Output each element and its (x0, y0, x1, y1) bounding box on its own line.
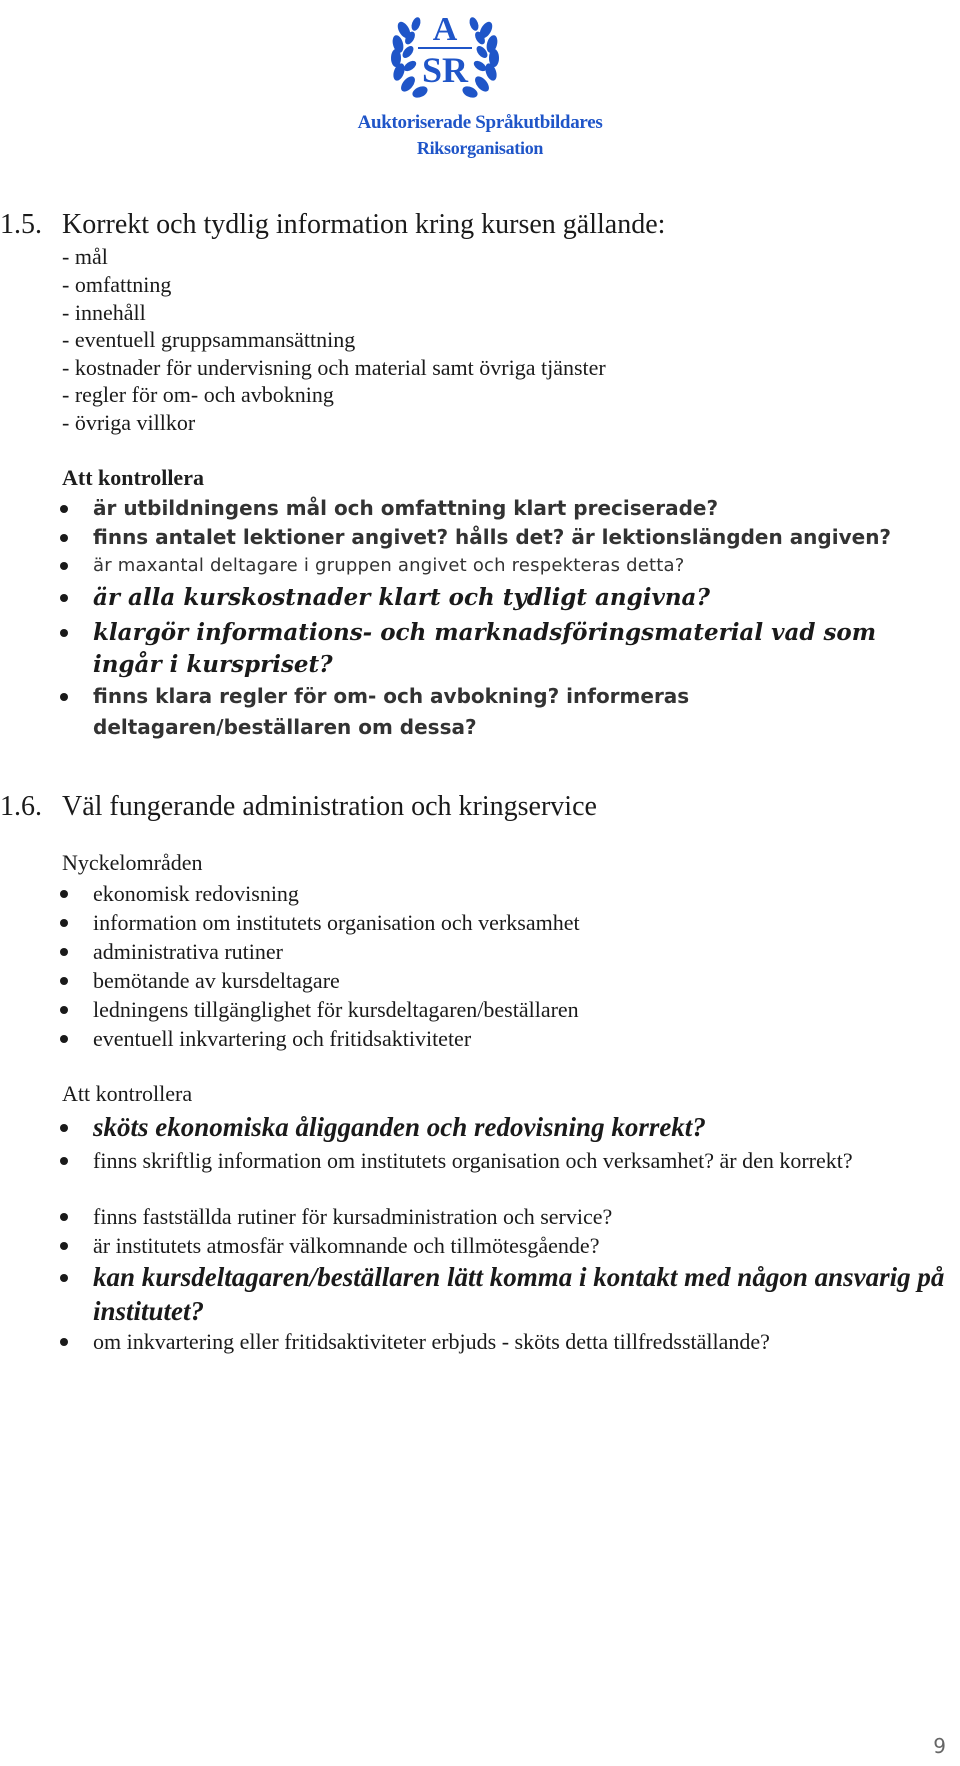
bullet-icon (60, 629, 68, 637)
bullet-icon (60, 948, 68, 956)
organization-logo (330, 0, 630, 175)
bullet-icon (60, 977, 68, 985)
check-item: finns fastställda rutiner för kursadministration och service? (60, 1202, 950, 1232)
check-item: klargör informations- och marknadsföringsmaterial vad som ingår i kurspriset? (60, 617, 950, 681)
bullet-icon (60, 1338, 68, 1346)
check-heading: Att kontrollera (62, 1081, 193, 1106)
section-1-5-heading (0, 208, 940, 242)
check-heading: Att kontrollera (62, 465, 204, 490)
svg-text:SR: SR (421, 50, 469, 90)
key-area-item: ekonomisk redovisning (60, 879, 950, 909)
list-item: - kostnader för undervisning och material samt övriga tjänster (62, 355, 606, 380)
check-item: sköts ekonomiska åligganden och redovisning korrekt? (60, 1110, 950, 1144)
list-item: - övriga villkor (62, 410, 196, 435)
check-item: finns skriftlig information om institutets organisation och verksamhet? är den korrekt? (60, 1146, 950, 1206)
bullet-icon (60, 1124, 68, 1132)
section-1-6-heading (0, 790, 940, 824)
check-item: är maxantal deltagare i gruppen angivet och respekteras detta? (60, 551, 950, 581)
section-number: 1.5. (0, 209, 42, 240)
key-area-item: information om institutets organisation och verksamhet (60, 908, 950, 938)
section-number: 1.6. (0, 791, 42, 822)
check-item: kan kursdeltagaren/beställaren lätt komma i kontakt med någon ansvarig på institutet? (60, 1260, 950, 1328)
bullet-icon (60, 890, 68, 898)
key-area-item: eventuell inkvartering och fritidsaktiviteter (60, 1024, 950, 1054)
laurel-emblem-icon (330, 0, 630, 110)
key-area-item: bemötande av kursdeltagare (60, 966, 950, 996)
bullet-icon (60, 1213, 68, 1221)
check-item: är institutets atmosfär välkomnande och tillmötesgående? (60, 1231, 950, 1261)
section-title: Korrekt och tydlig information kring kursen gällande: (62, 209, 666, 240)
list-item: - omfattning (62, 272, 172, 297)
svg-text:A: A (432, 11, 458, 48)
check-item: om inkvartering eller fritidsaktiviteter erbjuds - sköts detta tillfredsställande? (60, 1327, 950, 1357)
key-area-item: ledningens tillgänglighet för kursdeltagaren/beställaren (60, 995, 950, 1025)
bullet-icon (60, 594, 68, 602)
check-item: finns klara regler för om- och avbokning? informeras deltagaren/beställaren om dessa? (60, 681, 950, 743)
bullet-icon (60, 693, 68, 701)
list-item: - innehåll (62, 300, 146, 325)
check-item: finns antalet lektioner angivet? hålls det? är lektionslängden angiven? (60, 522, 950, 553)
bullet-icon (60, 562, 68, 570)
bullet-icon (60, 919, 68, 927)
bullet-icon (60, 1242, 68, 1250)
list-item: - mål (62, 244, 108, 269)
bullet-icon (60, 1006, 68, 1014)
check-item: är utbildningens mål och omfattning klart preciserade? (60, 493, 950, 524)
bullet-icon (60, 1274, 68, 1282)
list-item: - regler för om- och avbokning (62, 382, 334, 407)
logo-line-2: Riksorganisation (416, 138, 544, 158)
logo-line-1: Auktoriserade Språkutbildares (357, 112, 603, 133)
bullet-icon (60, 1157, 68, 1165)
bullet-icon (60, 1035, 68, 1043)
list-item: - eventuell gruppsammansättning (62, 327, 356, 352)
bullet-icon (60, 505, 68, 513)
page-number: 9 (933, 1734, 946, 1758)
key-areas-heading: Nyckelområden (62, 850, 203, 875)
key-area-item: administrativa rutiner (60, 937, 950, 967)
bullet-icon (60, 534, 68, 542)
section-title: Väl fungerande administration och kringservice (62, 791, 597, 822)
check-item: är alla kurskostnader klart och tydligt angivna? (60, 582, 950, 614)
